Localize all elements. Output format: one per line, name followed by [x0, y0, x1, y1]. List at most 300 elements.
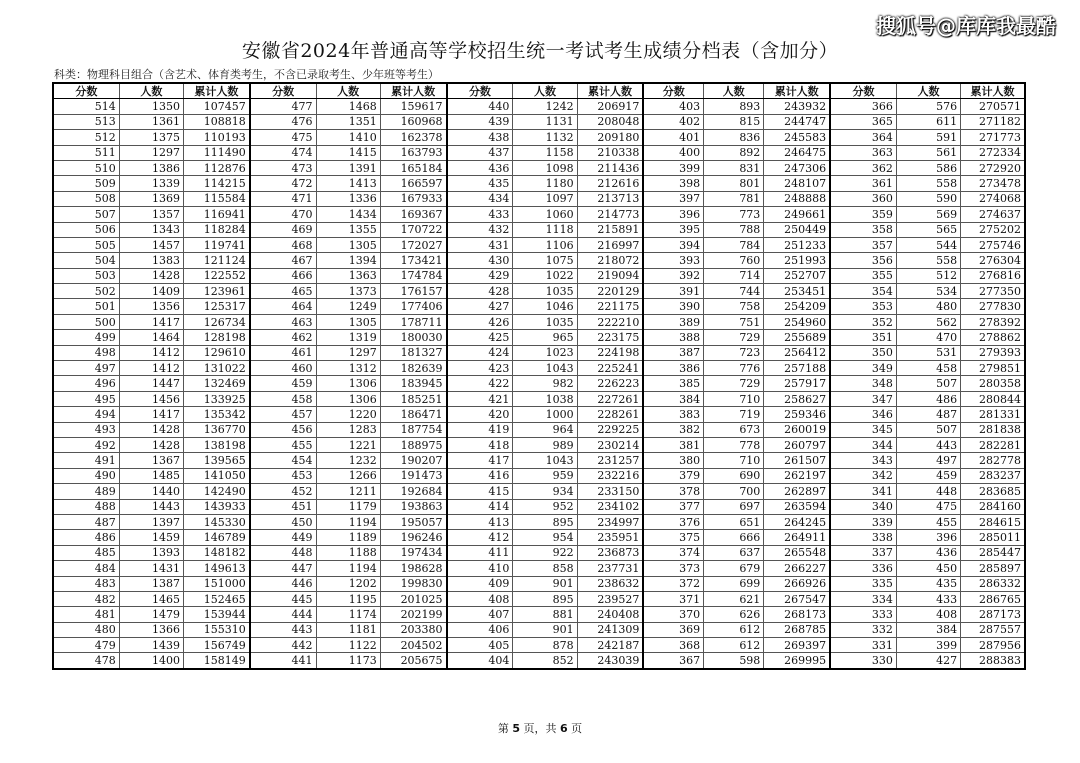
count-cell: 679	[704, 561, 764, 576]
count-cell: 1350	[119, 99, 183, 114]
count-cell: 590	[896, 191, 960, 206]
count-cell: 1297	[119, 145, 183, 160]
count-cell: 1232	[316, 453, 380, 468]
score-cell: 344	[830, 437, 896, 452]
cumulative-cell: 208048	[577, 114, 643, 129]
score-cell: 451	[250, 499, 316, 514]
score-cell: 494	[53, 407, 119, 422]
count-cell: 569	[896, 207, 960, 222]
count-cell: 1266	[316, 468, 380, 483]
cumulative-cell: 132469	[184, 376, 250, 391]
cumulative-cell: 277830	[961, 299, 1025, 314]
score-cell: 353	[830, 299, 896, 314]
score-cell: 461	[250, 345, 316, 360]
cumulative-cell: 249661	[764, 207, 830, 222]
score-cell: 408	[447, 591, 513, 606]
score-cell: 337	[830, 545, 896, 560]
cumulative-cell: 213713	[577, 191, 643, 206]
score-cell: 356	[830, 253, 896, 268]
score-cell: 332	[830, 622, 896, 637]
count-cell: 1361	[119, 114, 183, 129]
cumulative-cell: 170722	[380, 222, 446, 237]
score-cell: 473	[250, 160, 316, 175]
count-cell: 1412	[119, 345, 183, 360]
header-count: 人数	[513, 83, 577, 99]
table-row	[53, 607, 1025, 622]
score-cell: 510	[53, 160, 119, 175]
cumulative-cell: 259346	[764, 407, 830, 422]
count-cell: 895	[513, 514, 577, 529]
count-cell: 531	[896, 345, 960, 360]
header-score: 分数	[53, 83, 119, 99]
header-count: 人数	[316, 83, 380, 99]
cumulative-cell: 108818	[184, 114, 250, 129]
count-cell: 836	[704, 130, 764, 145]
score-cell: 367	[643, 653, 703, 669]
score-cell: 469	[250, 222, 316, 237]
score-cell: 405	[447, 638, 513, 653]
count-cell: 455	[896, 514, 960, 529]
count-cell: 565	[896, 222, 960, 237]
count-cell: 611	[896, 114, 960, 129]
score-cell: 442	[250, 638, 316, 653]
count-cell: 1417	[119, 407, 183, 422]
cumulative-cell: 183945	[380, 376, 446, 391]
cumulative-cell: 128198	[184, 330, 250, 345]
count-cell: 788	[704, 222, 764, 237]
score-cell: 453	[250, 468, 316, 483]
count-cell: 1366	[119, 622, 183, 637]
header-count: 人数	[119, 83, 183, 99]
cumulative-cell: 266227	[764, 561, 830, 576]
cumulative-cell: 252707	[764, 268, 830, 283]
score-cell: 410	[447, 561, 513, 576]
table-row	[53, 453, 1025, 468]
count-cell: 1410	[316, 130, 380, 145]
count-cell: 1387	[119, 576, 183, 591]
count-cell: 1181	[316, 622, 380, 637]
count-cell: 1122	[316, 638, 380, 653]
score-cell: 496	[53, 376, 119, 391]
count-cell: 637	[704, 545, 764, 560]
score-cell: 430	[447, 253, 513, 268]
count-cell: 1132	[513, 130, 577, 145]
score-cell: 387	[643, 345, 703, 360]
count-cell: 1043	[513, 453, 577, 468]
score-cell: 348	[830, 376, 896, 391]
table-row	[53, 314, 1025, 329]
score-cell: 343	[830, 453, 896, 468]
cumulative-cell: 253451	[764, 284, 830, 299]
cumulative-cell: 221175	[577, 299, 643, 314]
count-cell: 384	[896, 622, 960, 637]
cumulative-cell: 261507	[764, 453, 830, 468]
count-cell: 470	[896, 330, 960, 345]
score-cell: 509	[53, 176, 119, 191]
cumulative-cell: 262897	[764, 484, 830, 499]
cumulative-cell: 266926	[764, 576, 830, 591]
score-cell: 497	[53, 361, 119, 376]
score-cell: 362	[830, 160, 896, 175]
table-row	[53, 114, 1025, 129]
count-cell: 1180	[513, 176, 577, 191]
cumulative-cell: 281331	[961, 407, 1025, 422]
header-score: 分数	[250, 83, 316, 99]
score-cell: 489	[53, 484, 119, 499]
score-cell: 423	[447, 361, 513, 376]
score-cell: 394	[643, 237, 703, 252]
score-cell: 472	[250, 176, 316, 191]
cumulative-cell: 284615	[961, 514, 1025, 529]
score-cell: 345	[830, 422, 896, 437]
count-cell: 1375	[119, 130, 183, 145]
cumulative-cell: 276816	[961, 268, 1025, 283]
table-row	[53, 514, 1025, 529]
cumulative-cell: 228261	[577, 407, 643, 422]
cumulative-cell: 201025	[380, 591, 446, 606]
score-cell: 490	[53, 468, 119, 483]
count-cell: 1413	[316, 176, 380, 191]
cumulative-cell: 248888	[764, 191, 830, 206]
score-cell: 447	[250, 561, 316, 576]
cumulative-cell: 275746	[961, 237, 1025, 252]
cumulative-cell: 234997	[577, 514, 643, 529]
count-cell: 1305	[316, 237, 380, 252]
count-cell: 892	[704, 145, 764, 160]
score-cell: 462	[250, 330, 316, 345]
cumulative-cell: 254209	[764, 299, 830, 314]
score-cell: 371	[643, 591, 703, 606]
count-cell: 1336	[316, 191, 380, 206]
score-cell: 411	[447, 545, 513, 560]
cumulative-cell: 121124	[184, 253, 250, 268]
count-cell: 878	[513, 638, 577, 653]
score-cell: 396	[643, 207, 703, 222]
count-cell: 1305	[316, 314, 380, 329]
cumulative-cell: 234102	[577, 499, 643, 514]
score-cell: 400	[643, 145, 703, 160]
header-score: 分数	[643, 83, 703, 99]
cumulative-cell: 163793	[380, 145, 446, 160]
cumulative-cell: 286332	[961, 576, 1025, 591]
count-cell: 1386	[119, 160, 183, 175]
count-cell: 1356	[119, 299, 183, 314]
cumulative-cell: 181327	[380, 345, 446, 360]
count-cell: 480	[896, 299, 960, 314]
score-cell: 482	[53, 591, 119, 606]
count-cell: 719	[704, 407, 764, 422]
score-cell: 403	[643, 99, 703, 114]
cumulative-cell: 158149	[184, 653, 250, 669]
count-cell: 1046	[513, 299, 577, 314]
cumulative-cell: 251993	[764, 253, 830, 268]
cumulative-cell: 263594	[764, 499, 830, 514]
cumulative-cell: 210338	[577, 145, 643, 160]
cumulative-cell: 187754	[380, 422, 446, 437]
table-row	[53, 591, 1025, 606]
cumulative-cell: 256412	[764, 345, 830, 360]
footer-middle: 页，共	[520, 722, 560, 735]
table-row	[53, 407, 1025, 422]
count-cell: 852	[513, 653, 577, 669]
score-cell: 420	[447, 407, 513, 422]
score-cell: 390	[643, 299, 703, 314]
score-cell: 437	[447, 145, 513, 160]
score-cell: 440	[447, 99, 513, 114]
cumulative-cell: 190207	[380, 453, 446, 468]
score-cell: 357	[830, 237, 896, 252]
score-cell: 463	[250, 314, 316, 329]
score-cell: 369	[643, 622, 703, 637]
cumulative-cell: 174784	[380, 268, 446, 283]
score-cell: 432	[447, 222, 513, 237]
score-cell: 441	[250, 653, 316, 669]
cumulative-cell: 182639	[380, 361, 446, 376]
header-cumulative: 累计人数	[577, 83, 643, 99]
header-score: 分数	[830, 83, 896, 99]
count-cell: 1357	[119, 207, 183, 222]
score-cell: 452	[250, 484, 316, 499]
score-cell: 364	[830, 130, 896, 145]
score-cell: 470	[250, 207, 316, 222]
cumulative-cell: 206917	[577, 99, 643, 114]
count-cell: 922	[513, 545, 577, 560]
count-cell: 744	[704, 284, 764, 299]
score-cell: 438	[447, 130, 513, 145]
table-row	[53, 330, 1025, 345]
score-cell: 436	[447, 160, 513, 175]
score-cell: 427	[447, 299, 513, 314]
count-cell: 1174	[316, 607, 380, 622]
score-cell: 346	[830, 407, 896, 422]
cumulative-cell: 149613	[184, 561, 250, 576]
cumulative-cell: 195057	[380, 514, 446, 529]
score-cell: 384	[643, 391, 703, 406]
cumulative-cell: 135342	[184, 407, 250, 422]
cumulative-cell: 203380	[380, 622, 446, 637]
count-cell: 1131	[513, 114, 577, 129]
cumulative-cell: 193863	[380, 499, 446, 514]
cumulative-cell: 248107	[764, 176, 830, 191]
cumulative-cell: 199830	[380, 576, 446, 591]
score-cell: 416	[447, 468, 513, 483]
count-cell: 1428	[119, 422, 183, 437]
header-count: 人数	[704, 83, 764, 99]
cumulative-cell: 278862	[961, 330, 1025, 345]
score-cell: 412	[447, 530, 513, 545]
count-cell: 815	[704, 114, 764, 129]
count-cell: 673	[704, 422, 764, 437]
cumulative-cell: 122552	[184, 268, 250, 283]
score-cell: 514	[53, 99, 119, 114]
score-cell: 339	[830, 514, 896, 529]
count-cell: 497	[896, 453, 960, 468]
cumulative-cell: 274068	[961, 191, 1025, 206]
count-cell: 1439	[119, 638, 183, 653]
score-cell: 435	[447, 176, 513, 191]
count-cell: 959	[513, 468, 577, 483]
table-row	[53, 561, 1025, 576]
table-row	[53, 361, 1025, 376]
score-cell: 376	[643, 514, 703, 529]
score-cell: 388	[643, 330, 703, 345]
count-cell: 758	[704, 299, 764, 314]
table-row	[53, 237, 1025, 252]
count-cell: 954	[513, 530, 577, 545]
count-cell: 443	[896, 437, 960, 452]
table-row	[53, 422, 1025, 437]
score-cell: 465	[250, 284, 316, 299]
cumulative-cell: 198628	[380, 561, 446, 576]
score-cell: 361	[830, 176, 896, 191]
cumulative-cell: 285011	[961, 530, 1025, 545]
score-cell: 431	[447, 237, 513, 252]
count-cell: 1306	[316, 376, 380, 391]
count-cell: 507	[896, 422, 960, 437]
cumulative-cell: 279393	[961, 345, 1025, 360]
score-cell: 417	[447, 453, 513, 468]
score-cell: 370	[643, 607, 703, 622]
cumulative-cell: 224198	[577, 345, 643, 360]
score-cell: 352	[830, 314, 896, 329]
score-cell: 433	[447, 207, 513, 222]
score-cell: 414	[447, 499, 513, 514]
count-cell: 934	[513, 484, 577, 499]
count-cell: 486	[896, 391, 960, 406]
score-cell: 366	[830, 99, 896, 114]
count-cell: 435	[896, 576, 960, 591]
count-cell: 989	[513, 437, 577, 452]
score-cell: 507	[53, 207, 119, 222]
score-cell: 347	[830, 391, 896, 406]
cumulative-cell: 162378	[380, 130, 446, 145]
count-cell: 700	[704, 484, 764, 499]
table-row	[53, 160, 1025, 175]
cumulative-cell: 129610	[184, 345, 250, 360]
cumulative-cell: 287956	[961, 638, 1025, 653]
count-cell: 1195	[316, 591, 380, 606]
score-cell: 389	[643, 314, 703, 329]
score-cell: 330	[830, 653, 896, 669]
count-cell: 487	[896, 407, 960, 422]
table-body	[53, 99, 1025, 669]
cumulative-cell: 212616	[577, 176, 643, 191]
table-row	[53, 530, 1025, 545]
score-cell: 349	[830, 361, 896, 376]
count-cell: 1097	[513, 191, 577, 206]
count-cell: 1351	[316, 114, 380, 129]
count-cell: 612	[704, 638, 764, 653]
count-cell: 1417	[119, 314, 183, 329]
score-cell: 481	[53, 607, 119, 622]
count-cell: 1312	[316, 361, 380, 376]
cumulative-cell: 232216	[577, 468, 643, 483]
cumulative-cell: 281838	[961, 422, 1025, 437]
score-cell: 424	[447, 345, 513, 360]
count-cell: 858	[513, 561, 577, 576]
score-cell: 421	[447, 391, 513, 406]
count-cell: 801	[704, 176, 764, 191]
count-cell: 1355	[316, 222, 380, 237]
score-cell: 498	[53, 345, 119, 360]
count-cell: 710	[704, 391, 764, 406]
score-cell: 409	[447, 576, 513, 591]
count-cell: 1412	[119, 361, 183, 376]
count-cell: 427	[896, 653, 960, 669]
score-cell: 493	[53, 422, 119, 437]
cumulative-cell: 269995	[764, 653, 830, 669]
count-cell: 1373	[316, 284, 380, 299]
count-cell: 1443	[119, 499, 183, 514]
cumulative-cell: 274637	[961, 207, 1025, 222]
count-cell: 1158	[513, 145, 577, 160]
cumulative-cell: 160968	[380, 114, 446, 129]
count-cell: 534	[896, 284, 960, 299]
cumulative-cell: 229225	[577, 422, 643, 437]
cumulative-cell: 197434	[380, 545, 446, 560]
score-cell: 495	[53, 391, 119, 406]
count-cell: 982	[513, 376, 577, 391]
table-row	[53, 499, 1025, 514]
score-cell: 443	[250, 622, 316, 637]
count-cell: 697	[704, 499, 764, 514]
cumulative-cell: 227261	[577, 391, 643, 406]
count-cell: 1447	[119, 376, 183, 391]
score-cell: 434	[447, 191, 513, 206]
document-title: 安徽省2024年普通高等学校招生统一考试考生成绩分档表（含加分）	[241, 40, 839, 62]
score-cell: 478	[53, 653, 119, 669]
cumulative-cell: 243039	[577, 653, 643, 669]
count-cell: 1397	[119, 514, 183, 529]
cumulative-cell: 226223	[577, 376, 643, 391]
cumulative-cell: 110193	[184, 130, 250, 145]
score-cell: 350	[830, 345, 896, 360]
footer-page-number: 5	[512, 722, 520, 735]
count-cell: 1409	[119, 284, 183, 299]
count-cell: 1106	[513, 237, 577, 252]
count-cell: 784	[704, 237, 764, 252]
score-cell: 393	[643, 253, 703, 268]
cumulative-cell: 257188	[764, 361, 830, 376]
cumulative-cell: 180030	[380, 330, 446, 345]
count-cell: 408	[896, 607, 960, 622]
score-cell: 504	[53, 253, 119, 268]
cumulative-cell: 271773	[961, 130, 1025, 145]
score-cell: 335	[830, 576, 896, 591]
score-cell: 449	[250, 530, 316, 545]
score-cell: 398	[643, 176, 703, 191]
cumulative-cell: 283237	[961, 468, 1025, 483]
score-cell: 448	[250, 545, 316, 560]
count-cell: 436	[896, 545, 960, 560]
score-cell: 372	[643, 576, 703, 591]
cumulative-cell: 238632	[577, 576, 643, 591]
count-cell: 626	[704, 607, 764, 622]
cumulative-cell: 287173	[961, 607, 1025, 622]
score-cell: 375	[643, 530, 703, 545]
cumulative-cell: 220129	[577, 284, 643, 299]
count-cell: 1394	[316, 253, 380, 268]
score-cell: 477	[250, 99, 316, 114]
cumulative-cell: 188975	[380, 437, 446, 452]
cumulative-cell: 251233	[764, 237, 830, 252]
cumulative-cell: 282281	[961, 437, 1025, 452]
table-row	[53, 284, 1025, 299]
subject-category-note: 科类：物理科目组合（含艺术、体育类考生，不含已录取考生、少年班等考生）	[54, 68, 439, 81]
score-cell: 380	[643, 453, 703, 468]
score-cell: 444	[250, 607, 316, 622]
count-cell: 831	[704, 160, 764, 175]
